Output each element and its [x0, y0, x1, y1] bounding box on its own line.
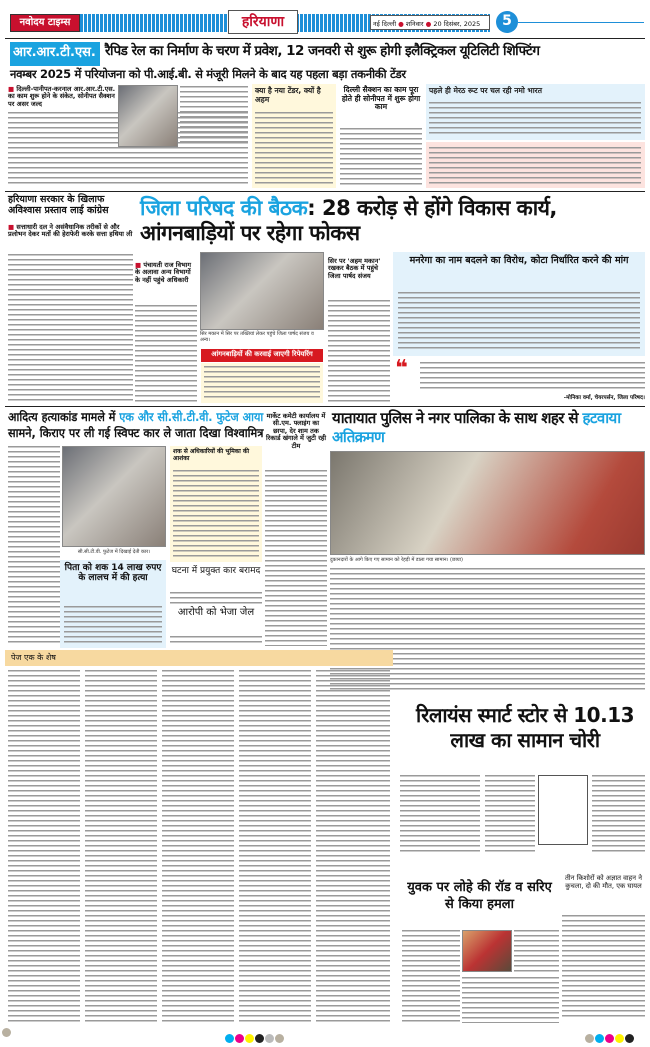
logo: नवोदय टाइम्स — [10, 14, 80, 32]
aaditya-body-1 — [8, 446, 60, 644]
reliance-body-1 — [400, 775, 480, 855]
rrts-tag: आर.आर.टी.एस. — [10, 42, 100, 66]
market-headline: मार्केट कमेटी कार्यालय में सी.एम. फ्लाइंग का छापा, देर शाम तक रिकार्ड खंगाले में जुटी रही टीम — [265, 412, 327, 450]
encroachment-caption: दुकानदारों के आगे किए गए सामान को रेहड़ी में डाला गया सामान। (छाया) — [330, 557, 463, 563]
rrts-box-tender — [252, 84, 336, 188]
zila-banner-body — [204, 366, 320, 401]
rrts-box-delhi — [338, 84, 424, 188]
shesh-col-1 — [8, 670, 80, 1025]
traffic-headline — [332, 409, 645, 447]
reliance-headline: रिलायंस स्मार्ट स्टोर से 10.13 लाख का सामान चोरी — [415, 703, 635, 752]
aaditya-headline-c: सामने, किराए पर ली गई स्विफ्ट कार ले जाता दिखा विश्वामित्र — [8, 426, 264, 441]
rrts-bullet-text: दिल्ली-पानीपत-करनाल आर.आर.टी.एस. का काम शुरू होने के संकेत, सोनीपत सैक्शन पर असर जल्द — [8, 85, 116, 108]
congress-headline: हरियाणा सरकार के खिलाफ अविश्वास प्रस्ताव लाई कांग्रेस — [8, 194, 109, 216]
shesh-col-5 — [316, 670, 390, 1025]
shesh-title: पेज एक के शेष — [5, 650, 393, 666]
zila-mnrega-box — [393, 252, 645, 356]
congress-bullet-text: सत्ताधारी दल ने असंवैधानिक तरीकों से और प्रलोभन देकर मतों की हेराफेरी करके सत्ता हथिया ली — [8, 223, 133, 239]
rrts-train-photo — [118, 85, 178, 147]
cctv-caption: सी.सी.टी.वी. फुटेज में दिखाई देती कार। — [77, 549, 151, 555]
aaditya-headline — [8, 409, 263, 441]
thief-illustration — [538, 775, 588, 845]
aaditya-blue-box — [60, 560, 166, 648]
zila-side-head: सिर पर 'अहम मकान' रखकर बैठक में पहुंचे जिला पार्षद संजय — [328, 257, 381, 280]
aaditya-yellow-box — [170, 446, 262, 562]
rrts-box-meerut-body — [429, 102, 641, 136]
attack-headline: युवक पर लोहे की रॉड व सरिए से किया हमला — [407, 880, 552, 912]
quote-icon: ❝ — [395, 356, 408, 381]
aaditya-sub2: आरोपी को भेजा जेल — [177, 607, 255, 618]
reliance-body-3 — [592, 775, 645, 855]
congress-body — [8, 254, 133, 402]
rrts-box-delhi-body — [340, 128, 422, 186]
rrts-box-tender-head: क्या है नया टेंडर, क्यों है अहम — [255, 86, 321, 104]
traffic-headline-b: हटवाया अतिक्रमण — [332, 409, 621, 446]
reliance-body-2 — [485, 775, 535, 855]
zila-mnrega-head: मनरेगा का नाम बदलने का विरोध, कोटा निर्धारित करने की मांग — [409, 255, 629, 266]
rrts-box-pink — [426, 142, 645, 188]
rrts-headline: रैपिड रेल का निर्माण के चरण में प्रवेश, 12 जनवरी से शुरू होगी इलैक्ट्रिकल यूटिलिटी शिफ्टिंग — [105, 43, 540, 59]
registration-marks — [0, 1028, 650, 1040]
accident-body — [562, 915, 645, 1020]
aaditya-headline-line1 — [8, 409, 263, 425]
aaditya-yellow-body — [173, 470, 259, 558]
rrts-box-pink-body — [429, 147, 641, 185]
aaditya-headline-b: एक और सी.सी.टी.वी. फुटेज आया — [119, 410, 264, 424]
accident-headline: तीन किशोरों को अज्ञात वाहन ने कुचला, दो की मौत, एक घायल — [565, 874, 642, 890]
encroachment-photo — [330, 451, 645, 555]
shesh-col-2 — [85, 670, 157, 1025]
aaditya-sub1: घटना में प्रयुक्त कार बरामद — [171, 566, 261, 576]
dateline — [370, 15, 490, 30]
zila-quote-by: -मोनिका वर्मा, चेयरपर्सन, जिला परिषद। — [563, 395, 645, 401]
attack-illustration — [462, 930, 512, 972]
rrts-bullet: ■ दिल्ली-पानीपत-करनाल आर.आर.टी.एस. का काम शुरू होने के संकेत, सोनीपत सैक्शन पर असर जल्द — [8, 85, 116, 108]
rrts-box-meerut-head: पहले ही मेरठ रूट पर चल रही नमो भारत — [429, 86, 542, 95]
zila-bullet: ■ पंचायती राज विभाग के अलावा अन्य विभागों के नहीं पहुंचे अधिकारी — [135, 261, 191, 284]
congress-bullet: ■ सत्ताधारी दल ने असंवैधानिक तरीकों से और प्रलोभन देकर मतों की हेराफेरी करके सत्ता हथिया ली — [8, 223, 133, 239]
zila-side-body — [328, 300, 390, 402]
city: नई दिल्ली — [373, 20, 397, 28]
cctv-photo — [62, 446, 166, 547]
rrts-subheadline: नवम्बर 2025 में परियोजना को पी.आई.बी. से मंजूरी मिलने के बाद यह पहला बड़ा तकनीकी टेंडर — [10, 67, 406, 81]
day: शनिवार — [405, 20, 424, 28]
zila-mnrega-body — [398, 292, 640, 352]
market-body — [265, 470, 327, 646]
traffic-headline-a: यातायात पुलिस ने नगर पालिका के साथ शहर से — [332, 409, 583, 427]
dateline-inner: नई दिल्ली ● शनिवार ● 20 दिसंबर, 2025 — [373, 20, 481, 28]
aaditya-blue-body — [64, 606, 162, 644]
aaditya-headline-line2 — [8, 425, 263, 441]
rrts-box-meerut — [426, 84, 645, 140]
zila-banner: आंगनबाड़ियों की करवाई जाएगी रिपेयरिंग — [201, 349, 323, 362]
rrts-body-2 — [180, 86, 248, 146]
zila-quote-body — [420, 362, 645, 390]
aaditya-yellow-head: शक से अधिकारियों की भूमिका की आशंका — [173, 448, 250, 462]
zila-headline-rest: : 28 करोड़ से होंगे विकास कार्य, आंगनबाड़ियों पर रहेगा फोकस — [140, 196, 557, 246]
shesh-col-4 — [239, 670, 311, 1025]
shesh-col-3 — [162, 670, 234, 1025]
zila-headline — [140, 196, 645, 246]
rrts-box-delhi-head: दिल्ली सैक्शन का काम पूरा होते ही सोनीपत में शुरू होगा काम — [341, 85, 421, 112]
zila-photo-caption: सिर मकान में सिर पर तख्तियां लेकर पहुंचे जिला पार्षद संजय व अन्य। — [200, 331, 314, 343]
aaditya-headline-a: आदित्य हत्याकांड मामले में — [8, 410, 120, 424]
rrts-box-tender-body — [255, 112, 333, 184]
attack-body-2 — [514, 930, 559, 972]
aaditya-sub1-body — [170, 592, 262, 604]
date: 20 दिसंबर, 2025 — [433, 20, 481, 28]
aaditya-blue-head: पिता को शक 14 लाख रुपए के लालच में की हत्या — [64, 563, 162, 584]
zila-protest-photo — [200, 252, 324, 330]
attack-body-3 — [462, 977, 559, 1023]
attack-body-1 — [402, 930, 460, 1023]
zila-headline-highlight: जिला परिषद की बैठक — [140, 196, 308, 220]
zila-body-1 — [135, 305, 197, 403]
section-title: हरियाणा — [228, 10, 298, 34]
zila-banner-box — [201, 363, 323, 403]
page-number: 5 — [496, 11, 518, 33]
zila-bullet-text: पंचायती राज विभाग के अलावा अन्य विभागों के नहीं पहुंचे अधिकारी — [135, 261, 191, 284]
aaditya-sub2-body — [170, 636, 262, 646]
